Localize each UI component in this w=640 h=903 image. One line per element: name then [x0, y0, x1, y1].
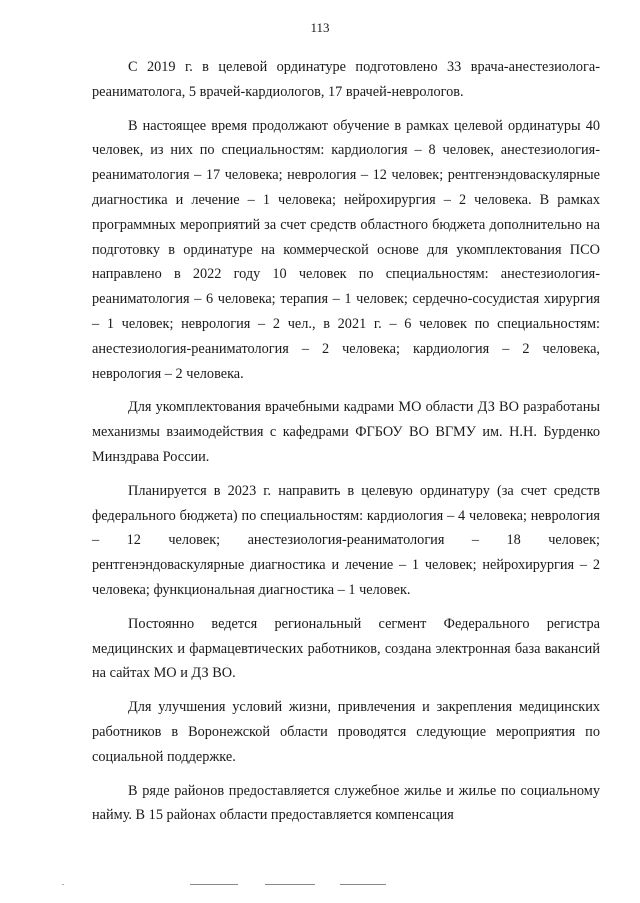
paragraph-targeted-residency-trained: С 2019 г. в целевой ординатуре подготовлено 33 врача-анестезиолога-реаниматолога, 5 врачей-кардиологов, 17 врачей-неврологов.	[92, 59, 600, 100]
footer-rule-middle	[265, 884, 315, 885]
scan-speck	[62, 884, 64, 885]
paragraph-social-support: Для улучшения условий жизни, привлечения и закрепления медицинских работников в Воронежской области проводятся следующие мероприятия по социальной поддержке.	[92, 699, 600, 765]
paragraph-2023-plan: Планируется в 2023 г. направить в целевую ординатуру (за счет средств федерального бюджета) по специальностям: кардиология – 4 человека; неврология – 12 человек; анестезиология-реаниматология – 18 человек; рентгенэндоваскулярные диагностика и лечение – 1 человек; нейрохирургия – 2 человека; функциональная диагностика – 1 человек.	[92, 482, 600, 598]
paragraph-current-training: В настоящее время продолжают обучение в рамках целевой ординатуры 40 человек, из них по специальностям: кардиология – 8 человек, анестезиология-реаниматология – 17 человека; неврология – 12 человек; рентгенэндоваскулярные диагностика и лечение – 1 человека; нейрохирургия – 2 человека. В рамках программных мероприятий за счет средств областного бюджета дополнительно на подготовку в ординатуре на коммерческой основе для укомплектования ПСО направлено в 2022 году 10 человек по специальностям: анестезиология-реаниматология – 6 человека; терапия – 1 человек; сердечно-сосудистая хирургия – 1 человек; неврология – 2 чел., в 2021 г. – 6 человек по специальностям: анестезиология-реаниматология – 2 человека; кардиология – 2 человека, неврология – 2 человека.	[92, 117, 600, 382]
paragraph-housing: В ряде районов предоставляется служебное жилье и жилье по социальному найму. В 15 районах области предоставляется компенсация	[92, 782, 600, 824]
footer-rule-left	[190, 884, 238, 885]
document-body	[92, 55, 600, 837]
footer-rule-right	[340, 884, 386, 885]
paragraph-registry-and-vacancies: Постоянно ведется региональный сегмент Федерального регистра медицинских и фармацевтических работников, создана электронная база вакансий на сайтах МО и ДЗ ВО.	[92, 615, 600, 682]
paragraph-university-cooperation: Для укомплектования врачебными кадрами МО области ДЗ ВО разработаны механизмы взаимодействия с кафедрами ФГБОУ ВО ВГМУ им. Н.Н. Бурденко Минздрава России.	[92, 399, 600, 465]
page-number: 113	[310, 20, 330, 35]
